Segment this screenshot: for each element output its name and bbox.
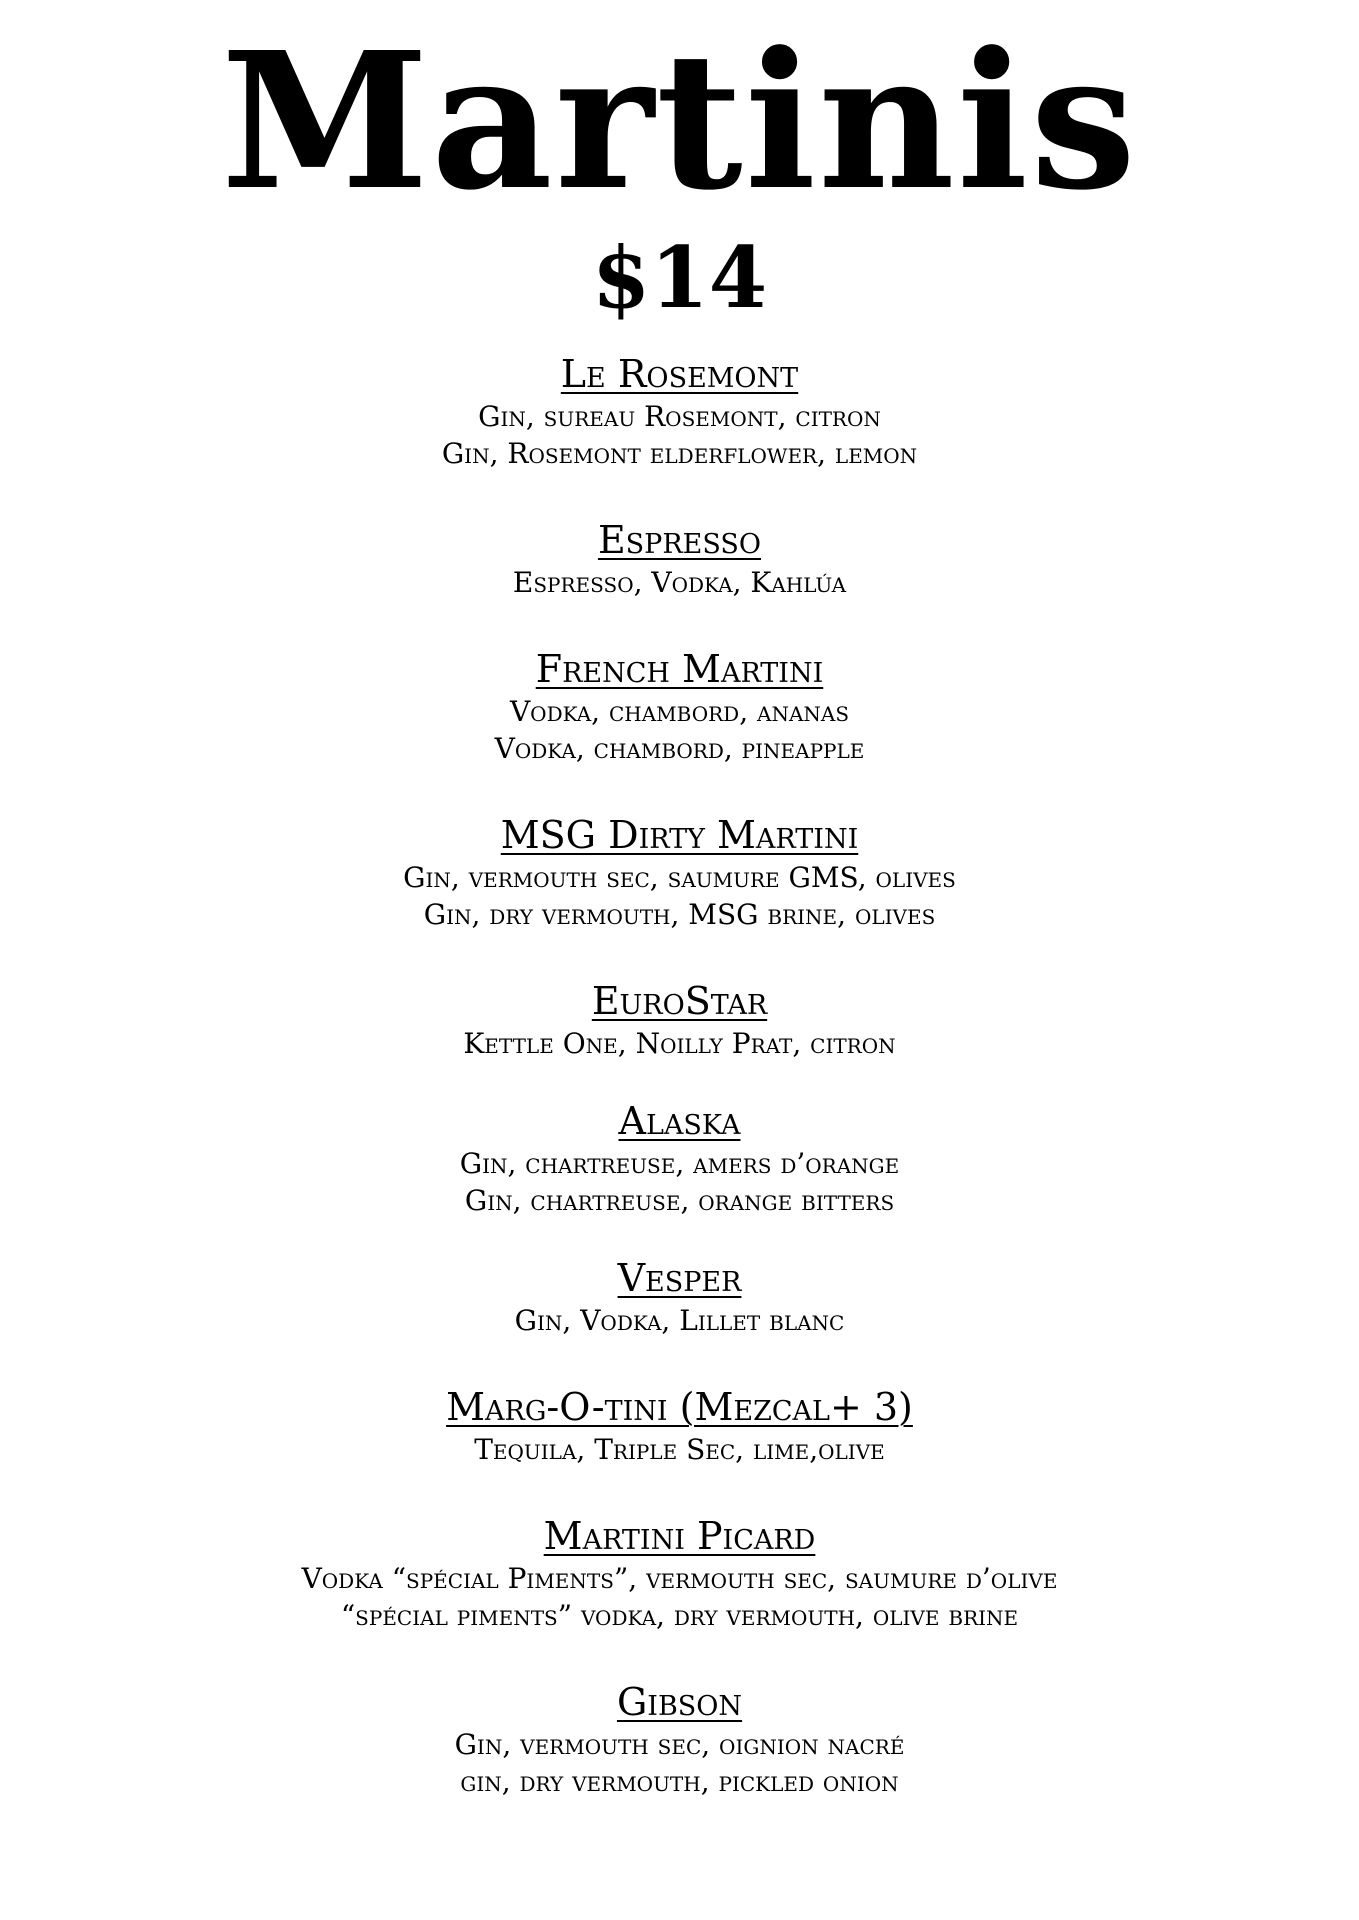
item-name: EuroStar (591, 979, 768, 1023)
menu-title: Martinis (220, 11, 1139, 232)
list-item-eurostar (0, 977, 1359, 1062)
item-description-fr: Vodka “spécial Piments”, vermouth sec, saumure d’olive (301, 1562, 1058, 1595)
item-description-en: gin, dry vermouth, pickled onion (460, 1765, 899, 1798)
item-name: Alaska (618, 1099, 741, 1143)
item-name: Marg-O-tini (Mezcal+ 3) (446, 1385, 913, 1429)
item-description-en: Vodka, chambord, pineapple (494, 732, 865, 765)
item-description-fr: Gin, vermouth sec, saumure GMS, olives (403, 861, 956, 894)
item-description-fr: Espresso, Vodka, Kahlúa (512, 566, 847, 599)
item-description-fr: Gin, Vodka, Lillet blanc (514, 1304, 845, 1337)
item-name: Vesper (617, 1256, 742, 1300)
item-description-fr: Gin, sureau Rosemont, citron (478, 400, 881, 433)
item-description-en: “spécial piments” vodka, dry vermouth, olive brine (340, 1599, 1019, 1632)
list-item-marg-o-tini (0, 1383, 1359, 1468)
item-name: Martini Picard (543, 1514, 816, 1558)
list-item-vesper (0, 1254, 1359, 1339)
item-name: French Martini (535, 647, 824, 691)
list-item-msg-dirty-martini (0, 811, 1359, 933)
list-item-gibson (0, 1678, 1359, 1800)
list-item-espresso (0, 516, 1359, 601)
cocktail-list (0, 350, 1359, 1800)
item-description-en: Gin, Rosemont elderflower, lemon (441, 437, 918, 470)
item-description-en: Gin, chartreuse, orange bitters (464, 1184, 895, 1217)
item-name: Espresso (597, 518, 762, 562)
list-item-le-rosemont (0, 350, 1359, 472)
item-description-fr: Kettle One, Noilly Prat, citron (463, 1027, 896, 1060)
menu-price: $14 (591, 228, 768, 327)
list-item-martini-picard (0, 1512, 1359, 1634)
item-description-fr: Gin, vermouth sec, oignion nacré (454, 1728, 905, 1761)
item-description-fr: Vodka, chambord, ananas (509, 695, 850, 728)
item-name: Gibson (616, 1680, 743, 1724)
item-name: Le Rosemont (560, 352, 799, 396)
item-description-fr: Gin, chartreuse, amers d’orange (459, 1147, 900, 1180)
item-name: MSG Dirty Martini (500, 813, 859, 857)
item-description-en: Gin, dry vermouth, MSG brine, olives (423, 898, 936, 931)
item-description-fr: Tequila, Triple Sec, lime,olive (474, 1433, 885, 1466)
list-item-alaska (0, 1097, 1359, 1219)
list-item-french-martini (0, 645, 1359, 767)
